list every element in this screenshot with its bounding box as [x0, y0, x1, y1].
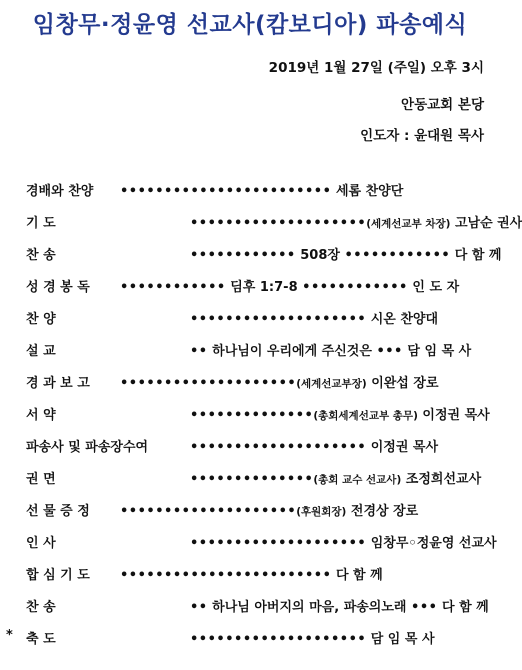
- program-detail: [190, 468, 482, 487]
- program-label: 서 약: [26, 408, 56, 423]
- program-detail: [190, 532, 497, 551]
- program-content: 하나님 아버지의 마음, 파송의노래: [212, 600, 407, 615]
- program-label: 성 경 봉 독: [26, 280, 90, 295]
- program-detail: [120, 500, 482, 519]
- program-person: 담 임 목 사: [370, 632, 435, 647]
- program-row: [0, 212, 522, 236]
- program-person: 이정권 목사: [370, 440, 439, 455]
- row-marker: *: [6, 628, 13, 643]
- program-row: [0, 340, 500, 364]
- program-detail: [190, 404, 490, 423]
- leader-dots: •••: [411, 600, 438, 615]
- role-note: (후원회장): [296, 506, 347, 518]
- leader-dots: ••••••••••••: [302, 280, 408, 295]
- leader-dots: ••••••••••••••: [190, 472, 314, 487]
- leader-dots: ••: [190, 600, 208, 615]
- program-person: 다 함 께: [335, 568, 383, 583]
- program-row: [0, 276, 500, 300]
- program-label: 설 교: [26, 344, 56, 359]
- program-detail: [190, 212, 522, 231]
- program-row: [0, 436, 500, 460]
- program-content: 딤후 1:7-8: [230, 280, 298, 295]
- leader-dots: ••••••••••••: [120, 280, 226, 295]
- program-label: 경배와 찬양: [26, 184, 94, 199]
- program-label: 합 심 기 도: [26, 568, 90, 583]
- program-person: 이정권 목사: [422, 408, 490, 423]
- program-row: [0, 468, 500, 492]
- program-row: [0, 500, 500, 524]
- program-detail: [190, 308, 482, 327]
- program-label: 경 과 보 고: [26, 376, 90, 391]
- leader-dots: ••••••••••••••••••••••••: [120, 568, 332, 583]
- program-label: 선 물 증 정: [26, 504, 90, 519]
- leader-dots: ••: [190, 344, 208, 359]
- program-label: 축 도: [26, 632, 56, 647]
- program-detail: [190, 596, 489, 615]
- program-person: 세롬 찬양단: [335, 184, 404, 199]
- role-note: (총회세계선교부 총무): [313, 410, 418, 422]
- program-person: 조정희선교사: [405, 472, 482, 487]
- program-person: 이완섭 장로: [371, 376, 439, 391]
- program-row: [0, 404, 500, 428]
- program-detail: [120, 564, 482, 583]
- program-person: 다 함 께: [454, 248, 502, 263]
- program-label: 찬 양: [26, 312, 56, 327]
- page-title: 임창무·정윤영 선교사(캄보디아) 파송예식: [32, 12, 468, 38]
- program-detail: [190, 436, 482, 455]
- program-row: [0, 308, 500, 332]
- program-content: 508장: [300, 248, 340, 263]
- program-row: [0, 596, 500, 620]
- program-detail: [190, 244, 502, 263]
- program-person: 시온 찬양대: [370, 312, 439, 327]
- leader-dots: ••••••••••••••••••••••••: [120, 184, 332, 199]
- program-label: 찬 송: [26, 600, 56, 615]
- program-person: 임창무◦정윤영 선교사: [370, 536, 497, 551]
- program-row: [0, 372, 500, 396]
- leader-dots: ••••••••••••••••••••: [120, 504, 297, 519]
- leader-dots: ••••••••••••••: [190, 408, 314, 423]
- program-label: 파송사 및 파송장수여: [26, 440, 149, 455]
- program-row: [0, 532, 500, 556]
- program-detail: [120, 372, 482, 391]
- program-row: [0, 180, 500, 204]
- leader-dots: ••••••••••••••••••••: [120, 376, 297, 391]
- service-leader: 인도자 : 윤대원 목사: [360, 128, 484, 144]
- leader-dots: ••••••••••••••••••••: [190, 440, 367, 455]
- program-person: 인 도 자: [412, 280, 460, 295]
- program-label: 권 면: [26, 472, 56, 487]
- program-content: 하나님이 우리에게 주신것은: [212, 344, 372, 359]
- program-row: [0, 628, 500, 652]
- role-note: (세계선교부 차장): [366, 218, 451, 230]
- program-person: 전경상 장로: [350, 504, 419, 519]
- event-date: 2019년 1월 27일 (주일) 오후 3시: [268, 60, 484, 76]
- program-label: 찬 송: [26, 248, 56, 263]
- leader-dots: •••: [376, 344, 403, 359]
- role-note: (총회 교수 선교사): [313, 474, 402, 486]
- program-row: [0, 244, 500, 268]
- program-detail: [190, 628, 482, 647]
- leader-dots: ••••••••••••: [190, 248, 296, 263]
- leader-dots: ••••••••••••••••••••: [190, 536, 367, 551]
- program-detail: [120, 180, 482, 199]
- program-person: 다 함 께: [442, 600, 489, 615]
- leader-dots: ••••••••••••••••••••: [190, 312, 367, 327]
- event-place: 안동교회 본당: [401, 97, 484, 113]
- leader-dots: ••••••••••••••••••••: [190, 216, 367, 231]
- role-note: (세계선교부장): [296, 378, 367, 390]
- program-detail: [190, 340, 482, 359]
- program-row: [0, 564, 500, 588]
- leader-dots: ••••••••••••••••••••: [190, 632, 367, 647]
- program-label: 기 도: [26, 216, 56, 231]
- program-person: 고남순 권사: [454, 216, 522, 231]
- leader-dots: ••••••••••••: [344, 248, 451, 263]
- program-label: 인 사: [26, 536, 56, 551]
- program-person: 담 임 목 사: [407, 344, 472, 359]
- program-detail: [120, 276, 482, 295]
